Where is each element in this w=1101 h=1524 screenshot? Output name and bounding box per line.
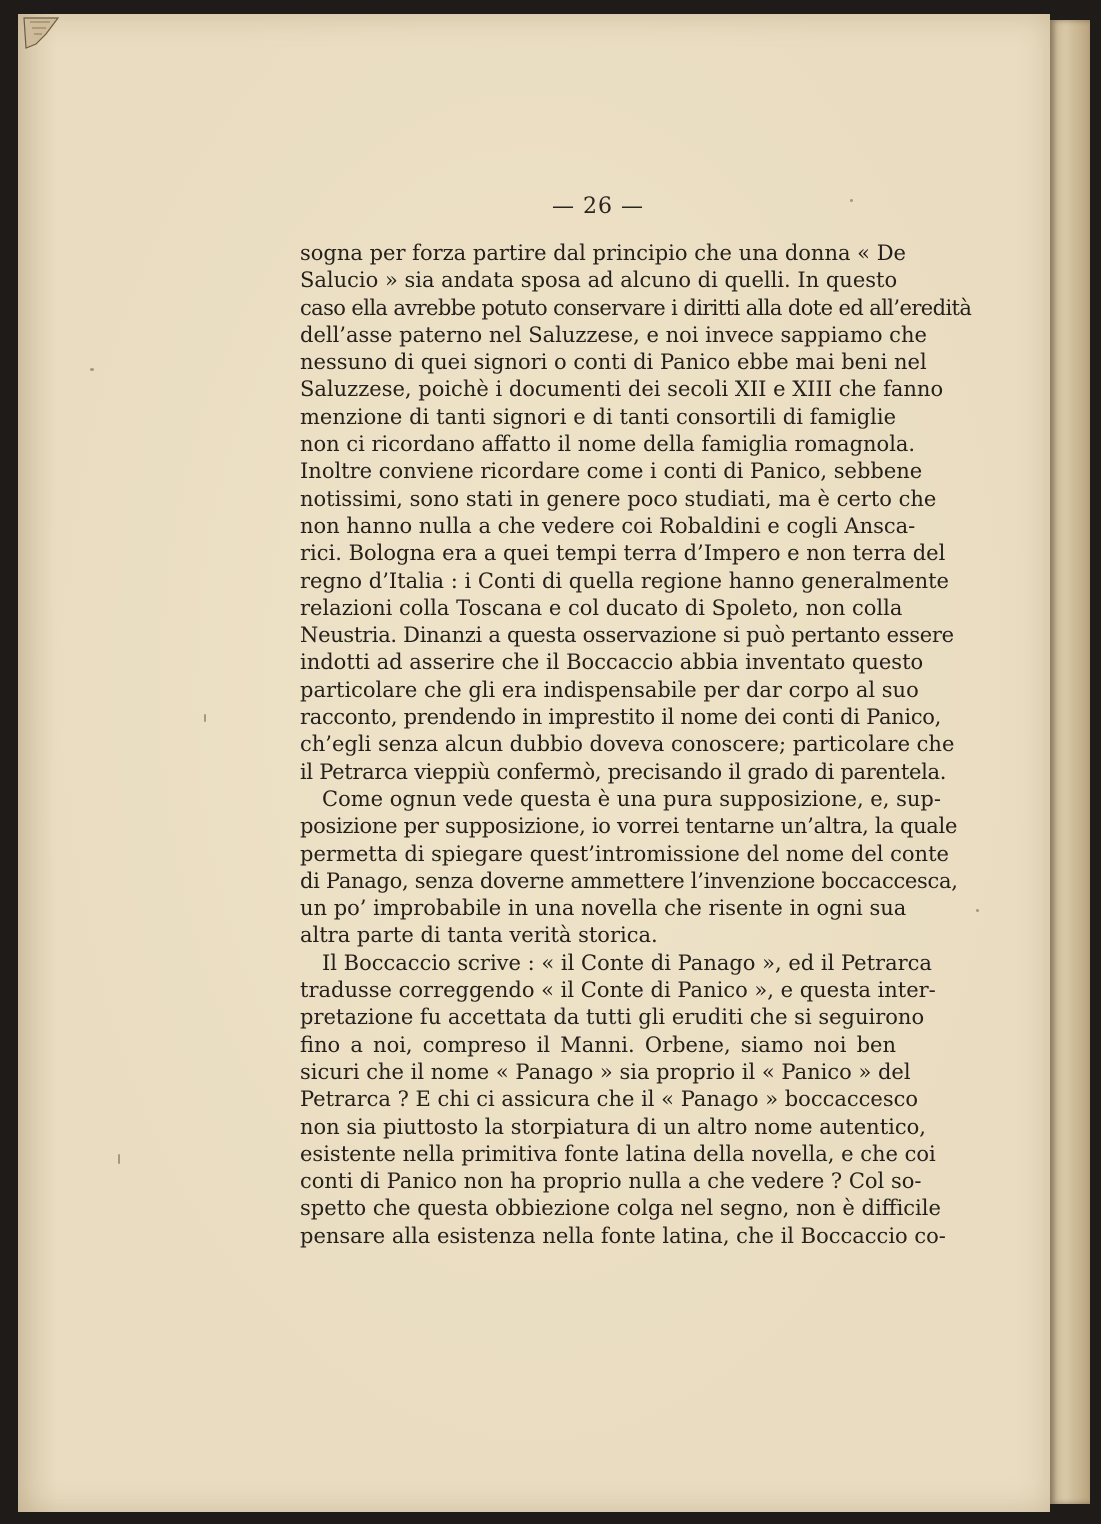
text-line: rici. Bologna era a quei tempi terra d’Impero e non terra del xyxy=(300,541,946,566)
text-line: Salucio » sia andata sposa ad alcuno di quelli. In questo xyxy=(300,268,898,293)
text-line: ch’egli senza alcun dubbio doveva conoscere; particolare che xyxy=(300,732,955,757)
text-line: notissimi, sono stati in genere poco studiati, ma è certo che xyxy=(300,486,937,511)
text-line: permetta di spiegare quest’intromissione del nome del conte xyxy=(300,841,949,866)
text-line: non hanno nulla a che vedere coi Robaldini e cogli Ansca- xyxy=(300,513,916,538)
text-line: non sia piuttosto la storpiatura di un altro nome autentico, xyxy=(300,1114,926,1139)
text-line: racconto, prendendo in imprestito il nome dei conti di Panico, xyxy=(300,705,941,730)
text-line: fino a noi, compreso il Manni. Orbene, siamo noi ben xyxy=(300,1032,896,1057)
text-line: Neustria. Dinanzi a questa osservazione si può pertanto essere xyxy=(300,623,954,648)
folded-corner-icon xyxy=(22,16,62,50)
text-line: nessuno di quei signori o conti di Panico ebbe mai beni nel xyxy=(300,350,927,375)
text-line: spetto che questa obbiezione colga nel segno, non è difficile xyxy=(300,1196,941,1221)
text-line: posizione per supposizione, io vorrei tentarne un’altra, la quale xyxy=(300,814,958,839)
text-line: relazioni colla Toscana e col ducato di Spoleto, non colla xyxy=(300,595,903,620)
next-page-edge xyxy=(1050,20,1090,1504)
text-line: regno d’Italia : i Conti di quella regione hanno generalmente xyxy=(300,568,949,593)
text-line: Il Boccaccio scrive : « il Conte di Panago », ed il Petrarca xyxy=(322,950,932,975)
text-line: Inoltre conviene ricordare come i conti di Panico, sebbene xyxy=(300,459,923,484)
text-line: il Petrarca vieppiù confermò, precisando il grado di parentela. xyxy=(300,759,947,784)
text-line: pretazione fu accettata da tutti gli eruditi che si seguirono xyxy=(300,1005,925,1030)
text-line: dell’asse paterno nel Saluzzese, e noi invece sappiamo che xyxy=(300,322,927,347)
text-line: sogna per forza partire dal principio che una donna « De xyxy=(300,241,906,265)
text-line: pensare alla esistenza nella fonte latina, che il Boccaccio co- xyxy=(300,1223,946,1248)
text-line: particolare che gli era indispensabile per dar corpo al suo xyxy=(300,677,919,702)
text-line: conti di Panico non ha proprio nulla a che vedere ? Col so- xyxy=(300,1169,922,1194)
text-line: Come ognun vede questa è una pura supposizione, e, sup- xyxy=(322,786,941,811)
page-number: — 26 — xyxy=(552,194,644,219)
text-line: di Panago, senza doverne ammettere l’invenzione boccaccesca, xyxy=(300,868,958,893)
text-line: caso ella avrebbe potuto conservare i diritti alla dote ed all’eredità xyxy=(300,295,972,320)
body-text xyxy=(300,240,972,1250)
text-line: menzione di tanti signori e di tanti consortili di famiglie xyxy=(300,404,896,429)
text-line: un po’ improbabile in una novella che risente in ogni sua xyxy=(300,896,907,921)
text-line: esistente nella primitiva fonte latina della novella, e che coi xyxy=(300,1141,936,1166)
text-line: non ci ricordano affatto il nome della famiglia romagnola. xyxy=(300,432,916,457)
text-line: tradusse correggendo « il Conte di Panico », e questa inter- xyxy=(300,978,936,1003)
text-line: Petrarca ? E chi ci assicura che il « Panago » boccaccesco xyxy=(300,1087,919,1112)
text-line: indotti ad asserire che il Boccaccio abbia inventato questo xyxy=(300,650,924,675)
text-line: altra parte di tanta verità storica. xyxy=(300,923,658,948)
text-line: sicuri che il nome « Panago » sia proprio il « Panico » del xyxy=(300,1059,911,1084)
text-line: Saluzzese, poichè i documenti dei secoli XII e XIII che fanno xyxy=(300,377,944,402)
